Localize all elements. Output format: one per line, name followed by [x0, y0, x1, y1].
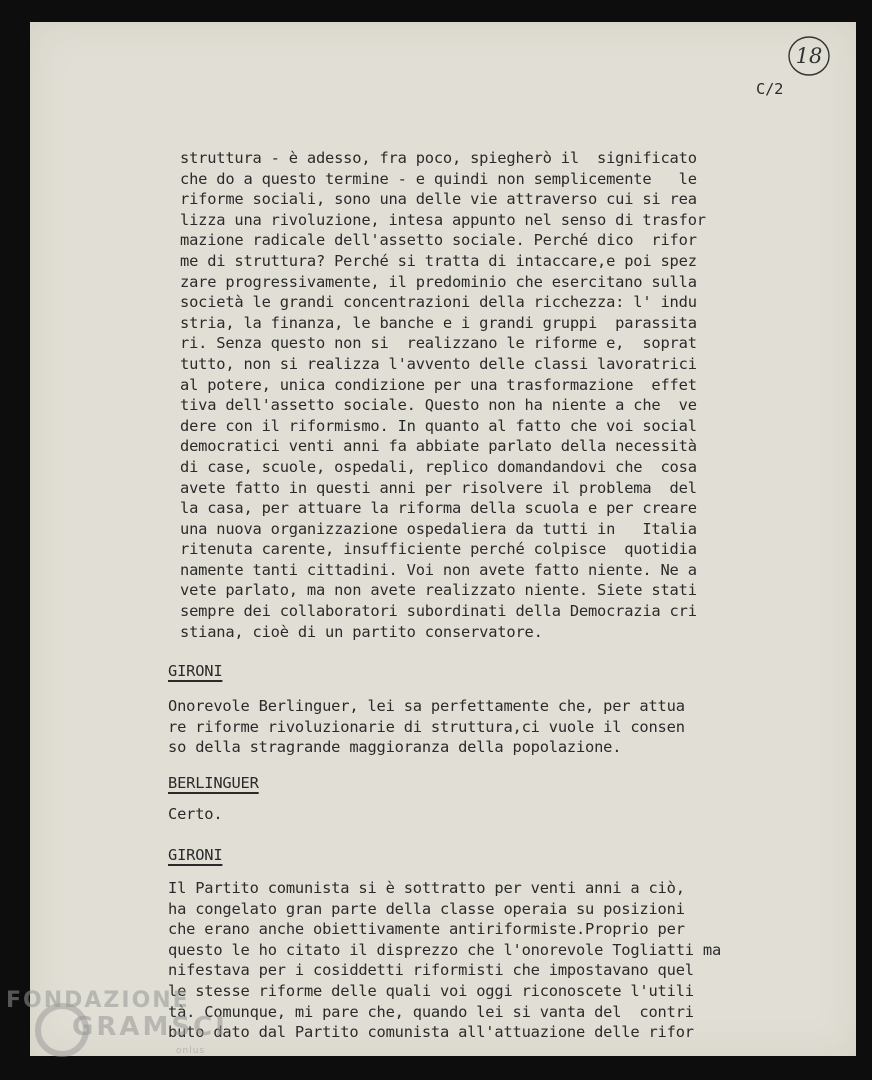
speech-block-berlinguer-2 — [168, 804, 828, 825]
text-line: stiana, cioè di un partito conservatore. — [180, 622, 543, 641]
speaker-label-berlinguer: BERLINGUER — [168, 774, 259, 792]
text-line: dere con il riformismo. In quanto al fatto che voi social — [180, 416, 697, 435]
text-line: ritenuta carente, insufficiente perché colpisce quotidia — [180, 540, 697, 559]
text-line: ri. Senza questo non si realizzano le riforme e, soprat — [180, 334, 697, 353]
watermark-line1: FONDAZIONE — [6, 988, 190, 1013]
speaker-label-gironi-1: GIRONI — [168, 662, 223, 680]
page-reference: C/2 — [756, 80, 784, 98]
text-line: Certo. — [168, 805, 223, 823]
text-line: tiva dell'assetto sociale. Questo non ha niente a che ve — [180, 396, 697, 415]
text-line: zare progressivamente, il predominio che esercitano sulla — [180, 272, 697, 291]
text-line: nifestava per i cosiddetti riformisti che impostavano quel — [168, 961, 694, 980]
watermark-line2: GRAMSCI — [72, 1012, 228, 1042]
text-line: una nuova organizzazione ospedaliera da tutti in Italia — [180, 519, 697, 538]
text-line: di case, scuole, ospedali, replico domandandovi che cosa — [180, 457, 697, 476]
text-line: so della stragrande maggioranza della popolazione. — [168, 738, 622, 757]
page-number-stamp — [787, 34, 831, 78]
text-line: che erano anche obiettivamente antiriformiste.Proprio per — [168, 920, 685, 939]
text-line: me di struttura? Perché si tratta di intaccare,e poi spez — [180, 251, 697, 270]
text-line: mazione radicale dell'assetto sociale. Perché dico rifor — [180, 231, 697, 250]
text-line: stria, la finanza, le banche e i grandi gruppi parassita — [180, 313, 697, 332]
speaker-label-gironi-2: GIRONI — [168, 846, 223, 864]
text-line: namente tanti cittadini. Voi non avete fatto niente. Ne a — [180, 560, 697, 579]
text-line: le stesse riforme delle quali voi oggi riconoscete l'utili — [168, 981, 694, 1000]
text-line: riforme sociali, sono una delle vie attraverso cui si rea — [180, 190, 697, 209]
watermark-line3: onlus — [176, 1046, 206, 1056]
text-line: questo le ho citato il disprezzo che l'onorevole Togliatti ma — [168, 940, 722, 959]
speech-block-gironi-2 — [168, 878, 828, 1043]
text-line: ha congelato gran parte della classe operaia su posizioni — [168, 899, 685, 918]
text-line: buto dato dal Partito comunista all'attuazione delle rifor — [168, 1023, 694, 1042]
text-line: Il Partito comunista si è sottratto per venti anni a ciò, — [168, 879, 685, 897]
text-line: al potere, unica condizione per una trasformazione effet — [180, 375, 697, 394]
text-line: la casa, per attuare la riforma della scuola e per creare — [180, 499, 697, 518]
text-line: tutto, non si realizza l'avvento delle classi lavoratrici — [180, 354, 697, 373]
speech-block-berlinguer-1 — [180, 148, 840, 642]
text-line: vete parlato, ma non avete realizzato niente. Siete stati — [180, 581, 697, 600]
text-line: che do a questo termine - e quindi non semplicemente le — [180, 169, 697, 188]
speech-block-gironi-1 — [168, 696, 828, 758]
text-line: Onorevole Berlinguer, lei sa perfettamente che, per attua — [168, 697, 685, 715]
text-line: società le grandi concentrazioni della ricchezza: l' indu — [180, 293, 697, 312]
text-line: re riforme rivoluzionarie di struttura,ci vuole il consen — [168, 717, 685, 736]
text-line: lizza una rivoluzione, intesa appunto nel senso di trasfor — [180, 210, 706, 229]
text-line: sempre dei collaboratori subordinati della Democrazia cri — [180, 602, 697, 621]
text-line: struttura - è adesso, fra poco, spiegherò il significato — [180, 149, 697, 167]
page-number-text: 18 — [795, 44, 823, 68]
text-line: democratici venti anni fa abbiate parlato della necessità — [180, 437, 697, 456]
document-page — [30, 22, 856, 1056]
text-line: avete fatto in questi anni per risolvere il problema del — [180, 478, 697, 497]
text-line: tà. Comunque, mi pare che, quando lei si vanta del contri — [168, 1002, 694, 1021]
